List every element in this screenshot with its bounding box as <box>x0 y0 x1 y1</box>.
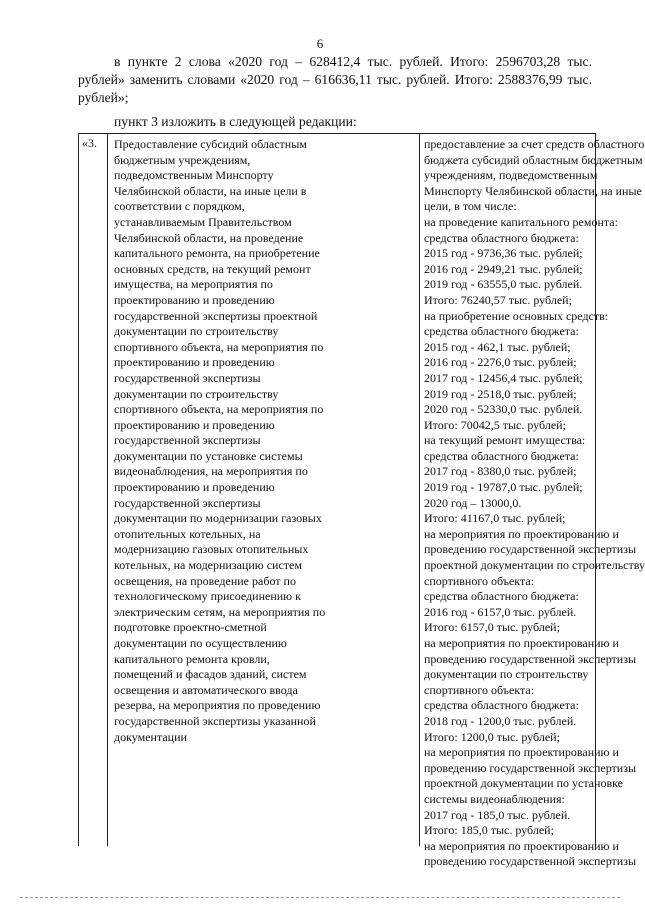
funding-line: средства областного бюджета: <box>424 324 579 339</box>
funding-line: проведению государственной экспертизы <box>424 651 637 666</box>
measure-name-line: проектированию и проведению <box>114 417 275 432</box>
measure-name-line: Челябинской области, на иные цели в <box>114 183 307 198</box>
measure-name-line: государственной экспертизы <box>114 495 261 510</box>
funding-line: системы видеонаблюдения: <box>424 791 565 806</box>
funding-line: средства областного бюджета: <box>424 448 579 463</box>
funding-line: Итого: 6157,0 тыс. рублей; <box>424 620 560 635</box>
funding-line: спортивного объекта: <box>424 682 535 697</box>
funding-line: Итого: 70042,5 тыс. рублей; <box>424 417 566 432</box>
measure-name-line: государственной экспертизы <box>114 370 261 385</box>
program-table <box>78 133 645 869</box>
measure-name-line: документации по модернизации газовых <box>114 511 322 526</box>
funding-line: 2020 год - 52330,0 тыс. рублей. <box>424 402 583 417</box>
measure-name-line: устанавливаемым Правительством <box>114 214 292 229</box>
funding-line: 2016 год - 6157,0 тыс. рублей. <box>424 604 577 619</box>
measure-name-line: документации по строительству <box>114 324 279 339</box>
funding-line: бюджета субсидий областным бюджетным <box>424 152 643 167</box>
measure-name-line: подведомственным Минспорту <box>114 168 274 183</box>
funding-line: документации по строительству <box>424 667 589 682</box>
funding-line: на проведение капитального ремонта: <box>424 214 618 229</box>
funding-line: проектной документации по строительству <box>424 558 645 573</box>
funding-line: на мероприятия по проектированию и <box>424 745 619 760</box>
measure-name-line: освещения и автоматического ввода <box>114 682 298 697</box>
measure-name-line: Предоставление субсидий областным <box>114 137 307 151</box>
measure-name-line: документации <box>114 729 187 744</box>
measure-name-line: бюджетным учреждениям, <box>114 152 251 167</box>
measure-name-line: государственной экспертизы указанной <box>114 713 316 728</box>
funding-line: средства областного бюджета: <box>424 230 579 245</box>
funding-cell <box>420 134 645 870</box>
funding-line: 2017 год - 185,0 тыс. рублей. <box>424 807 571 822</box>
funding-line: 2019 год - 19787,0 тыс. рублей; <box>424 480 583 495</box>
funding-line: 2015 год - 462,1 тыс. рублей; <box>424 339 571 354</box>
funding-line: 2015 год - 9736,36 тыс. рублей; <box>424 246 583 261</box>
funding-line: Итого: 41167,0 тыс. рублей; <box>424 511 566 526</box>
bottom-rule <box>20 897 620 898</box>
funding-line: спортивного объекта: <box>424 573 535 588</box>
funding-line: на приобретение основных средств: <box>424 308 609 323</box>
funding-line: учреждениям, подведомственным <box>424 168 598 183</box>
funding-line: 2020 год – 13000,0. <box>424 495 522 510</box>
measure-name-line: спортивного объекта, на мероприятия по <box>114 402 324 417</box>
funding-line: проведению государственной экспертизы <box>424 854 637 869</box>
measure-name-line: модернизацию газовых отопительных <box>114 542 309 557</box>
measure-name-line: подготовке проектно-сметной <box>114 620 267 635</box>
measure-name-line: соответствии с порядком, <box>114 199 245 214</box>
measure-name-line: проектированию и проведению <box>114 355 275 370</box>
funding-line: Итого: 1200,0 тыс. рублей; <box>424 729 560 744</box>
funding-column <box>420 134 645 869</box>
funding-line: 2016 год - 2276,0 тыс. рублей; <box>424 355 577 370</box>
measure-name-line: отопительных котельных, на <box>114 526 261 541</box>
funding-line: Итого: 185,0 тыс. рублей; <box>424 823 554 838</box>
measure-name-line: проектированию и проведению <box>114 480 275 495</box>
funding-line: Минспорту Челябинской области, на иные <box>424 183 642 198</box>
funding-line: 2019 год - 63555,0 тыс. рублей. <box>424 277 583 292</box>
funding-line: проведению государственной экспертизы <box>424 760 637 775</box>
measure-name-line: котельных, на модернизацию систем <box>114 558 302 573</box>
funding-line: на мероприятия по проектированию и <box>424 636 619 650</box>
measure-name-line: документации по осуществлению <box>114 636 287 650</box>
measure-name-line: документации по установке системы <box>114 448 303 463</box>
funding-line: 2018 год - 1200,0 тыс. рублей. <box>424 713 577 728</box>
measure-name-line: резерва, на мероприятия по проведению <box>114 698 321 713</box>
funding-line: на мероприятия по проектированию и <box>424 526 619 541</box>
measure-name-line: освещения, на проведение работ по <box>114 573 296 588</box>
measure-name-line: электрическим сетям, на мероприятия по <box>114 604 326 619</box>
funding-line: Итого: 76240,57 тыс. рублей; <box>424 292 572 307</box>
measure-name-line: Челябинской области, на проведение <box>114 230 304 245</box>
intro-paragraph: в пункте 2 слова «2020 год – 628412,4 тыс. рублей. Итого: 2596703,28 тыс. рублей» заменить словами «2020 год – 616636,11 тыс. рублей. Итого: 2588376,99 тыс. рублей»; <box>78 54 592 105</box>
funding-line: цели, в том числе: <box>424 199 517 214</box>
funding-line: средства областного бюджета: <box>424 589 579 604</box>
measure-name-line: капитального ремонта кровли, <box>114 651 270 666</box>
measure-name-line: капитального ремонта, на приобретение <box>114 246 320 261</box>
measure-name-column <box>108 134 420 846</box>
funding-line: на текущий ремонт имущества: <box>424 433 586 448</box>
page-number: 6 <box>316 36 324 51</box>
measure-name-line: основных средств, на текущий ремонт <box>114 261 311 276</box>
measure-name-line: проектированию и проведению <box>114 292 275 307</box>
measure-name-cell <box>108 134 338 745</box>
funding-line: 2016 год - 2949,21 тыс. рублей; <box>424 261 583 276</box>
funding-line: проведению государственной экспертизы <box>424 542 637 557</box>
measure-name-line: имущества, на мероприятия по <box>114 277 273 292</box>
funding-line: проектной документации по установке <box>424 776 623 791</box>
measure-name-line: спортивного объекта, на мероприятия по <box>114 339 324 354</box>
measure-name-line: технологическому присоединению к <box>114 589 301 604</box>
row-number: «3. <box>82 136 97 150</box>
measure-name-line: государственной экспертизы проектной <box>114 308 318 323</box>
funding-line: 2019 год - 2518,0 тыс. рублей; <box>424 386 577 401</box>
lead-line: пункт 3 изложить в следующей редакции: <box>114 114 357 129</box>
measure-name-line: государственной экспертизы <box>114 433 261 448</box>
funding-line: 2017 год - 12456,4 тыс. рублей; <box>424 370 583 385</box>
funding-line: на мероприятия по проектированию и <box>424 838 619 853</box>
funding-line: средства областного бюджета: <box>424 698 579 713</box>
funding-line: 2017 год - 8380,0 тыс. рублей; <box>424 464 577 479</box>
measure-name-line: видеонаблюдения, на мероприятия по <box>114 464 308 479</box>
measure-name-line: документации по строительству <box>114 386 279 401</box>
row-number-column <box>79 134 108 846</box>
funding-line: предоставление за счет средств областного <box>424 137 645 151</box>
measure-name-line: помещений и фасадов зданий, систем <box>114 667 307 682</box>
